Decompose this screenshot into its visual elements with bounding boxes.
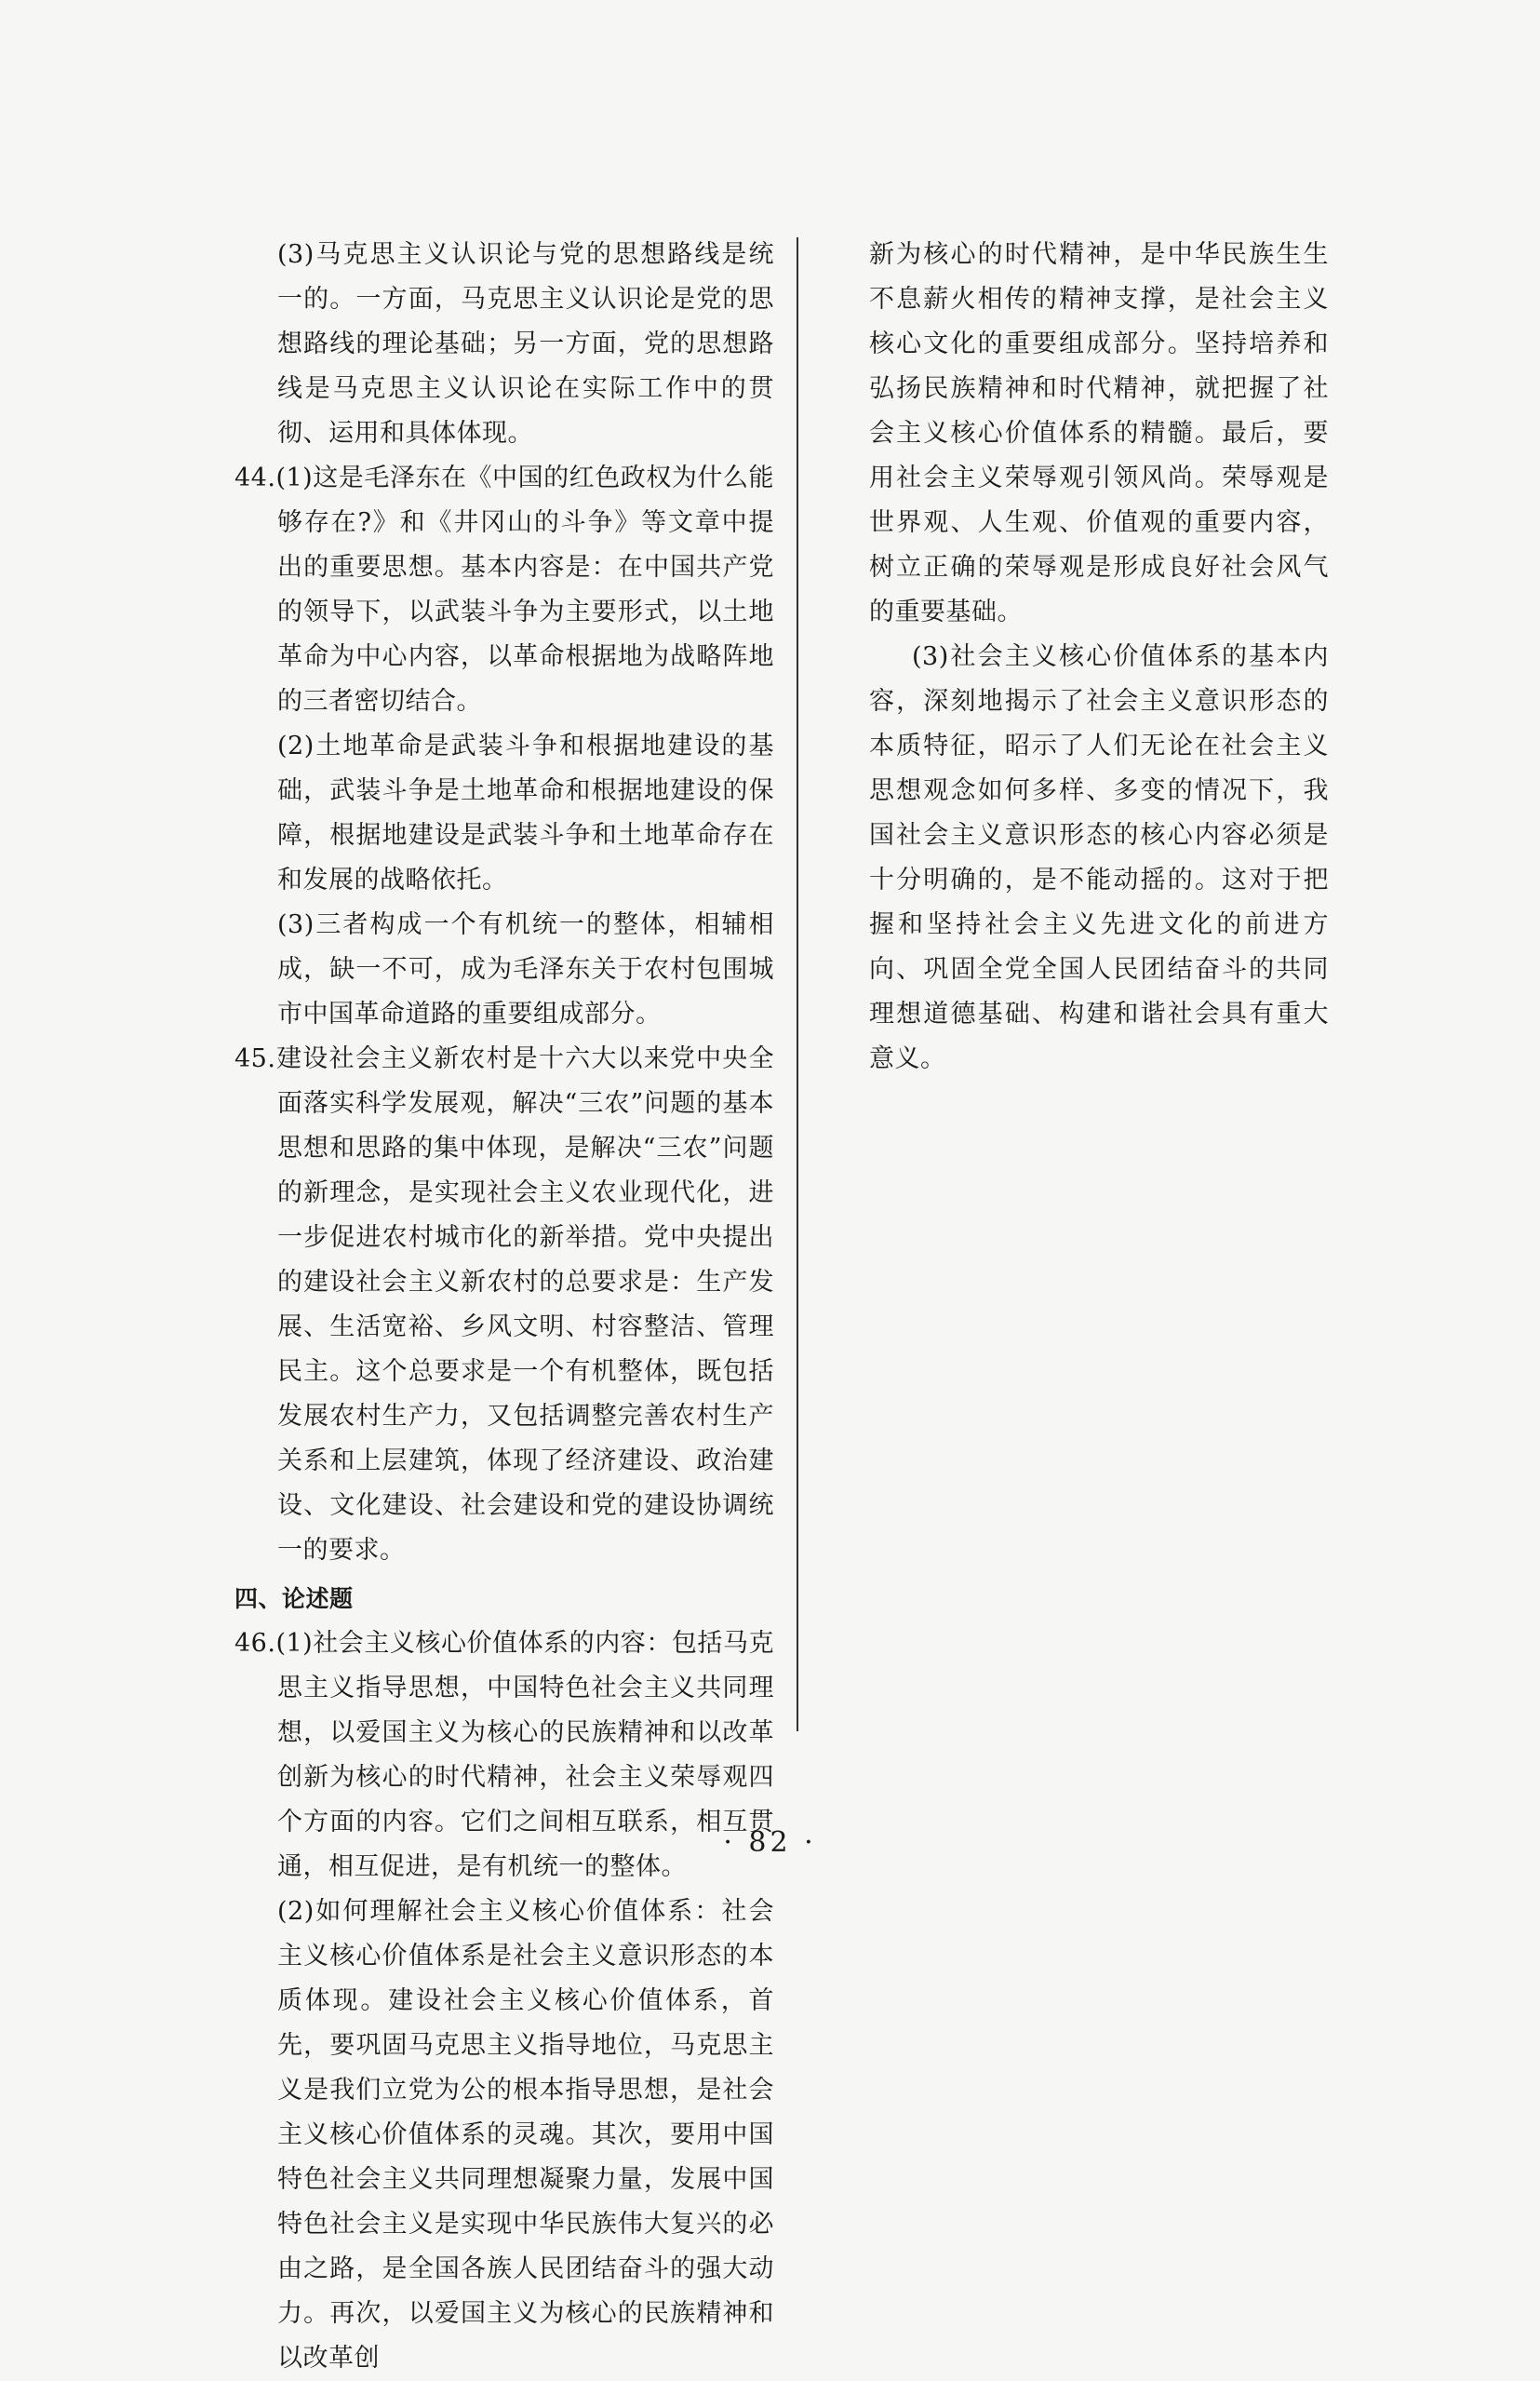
answer-46-part-1: 46.(1)社会主义核心价值体系的内容：包括马克思主义指导思想，中国特色社会主义共同理想，以爱国主义为核心的民族精神和以改革创新为核心的时代精神，社会主义荣辱观四个方面的内容。它们之间相互联系，相互贯通，相互促进，是有机统一的整体。 (234, 1629, 774, 1881)
answer-46-part-2: (2)如何理解社会主义核心价值体系：社会主义核心价值体系是社会主义意识形态的本质体现。建设社会主义核心价值体系，首先，要巩固马克思主义指导地位，马克思主义是我们立党为公的根本指导思想，是社会主义核心价值体系的灵魂。其次，要用中国特色社会主义共同理想凝聚力量，发展中国特色社会主义是实现中华民族伟大复兴的必由之路，是全国各族人民团结奋斗的强大动力。再次，以爱国主义为核心的民族精神和以改革创 (277, 1897, 774, 2373)
answer-44-part-2: (2)土地革命是武装斗争和根据地建设的基础，武装斗争是土地革命和根据地建设的保障，根据地建设是武装斗争和土地革命存在和发展的战略依托。 (277, 732, 774, 895)
page-number: · 82 · (723, 1826, 817, 1859)
answer-44-part-1: 44.(1)这是毛泽东在《中国的红色政权为什么能够存在?》和《井冈山的斗争》等文章中提出的重要思想。基本内容是：在中国共产党的领导下，以武装斗争为主要形式，以土地革命为中心内容，以革命根据地为战略阵地的三者密切结合。 (234, 464, 774, 716)
answer-45: 45.建设社会主义新农村是十六大以来党中央全面落实科学发展观，解决“三农”问题的基本思想和思路的集中体现，是解决“三农”问题的新理念，是实现社会主义农业现代化，进一步促进农村城市化的新举措。党中央提出的建设社会主义新农村的总要求是：生产发展、生活宽裕、乡风文明、村容整洁、管理民主。这个总要求是一个有机整体，既包括发展农村生产力，又包括调整完善农村生产关系和上层建筑，体现了经济建设、政治建设、文化建设、社会建设和党的建设协调统一的要求。 (234, 1044, 774, 1565)
right-column (826, 233, 1329, 1082)
answer-43-part-3: (3)马克思主义认识论与党的思想路线是统一的。一方面，马克思主义认识论是党的思想路线的理论基础；另一方面，党的思想路线是马克思主义认识论在实际工作中的贯彻、运用和具体体现。 (277, 240, 774, 448)
answer-46-part-3: (3)社会主义核心价值体系的基本内容，深刻地揭示了社会主义意识形态的本质特征，昭示了人们无论在社会主义思想观念如何多样、多变的情况下，我国社会主义意识形态的核心内容必须是十分明确的，是不能动摇的。这对于把握和坚持社会主义先进文化的前进方向、巩固全党全国人民团结奋斗的共同理想道德基础、构建和谐社会具有重大意义。 (869, 642, 1329, 1073)
answer-46-part-2-continued: 新为核心的时代精神，是中华民族生生不息薪火相传的精神支撑，是社会主义核心文化的重要组成部分。坚持培养和弘扬民族精神和时代精神，就把握了社会主义核心价值体系的精髓。最后，要用社会主义荣辱观引领风尚。荣辱观是世界观、人生观、价值观的重要内容，树立正确的荣辱观是形成良好社会风气的重要基础。 (869, 240, 1329, 626)
section-heading-essay: 四、论述题 (234, 1585, 354, 1612)
answer-44-part-3: (3)三者构成一个有机统一的整体，相辅相成，缺一不可，成为毛泽东关于农村包围城市中国革命道路的重要组成部分。 (277, 910, 774, 1029)
left-column (234, 233, 774, 2381)
column-divider (797, 237, 798, 1731)
